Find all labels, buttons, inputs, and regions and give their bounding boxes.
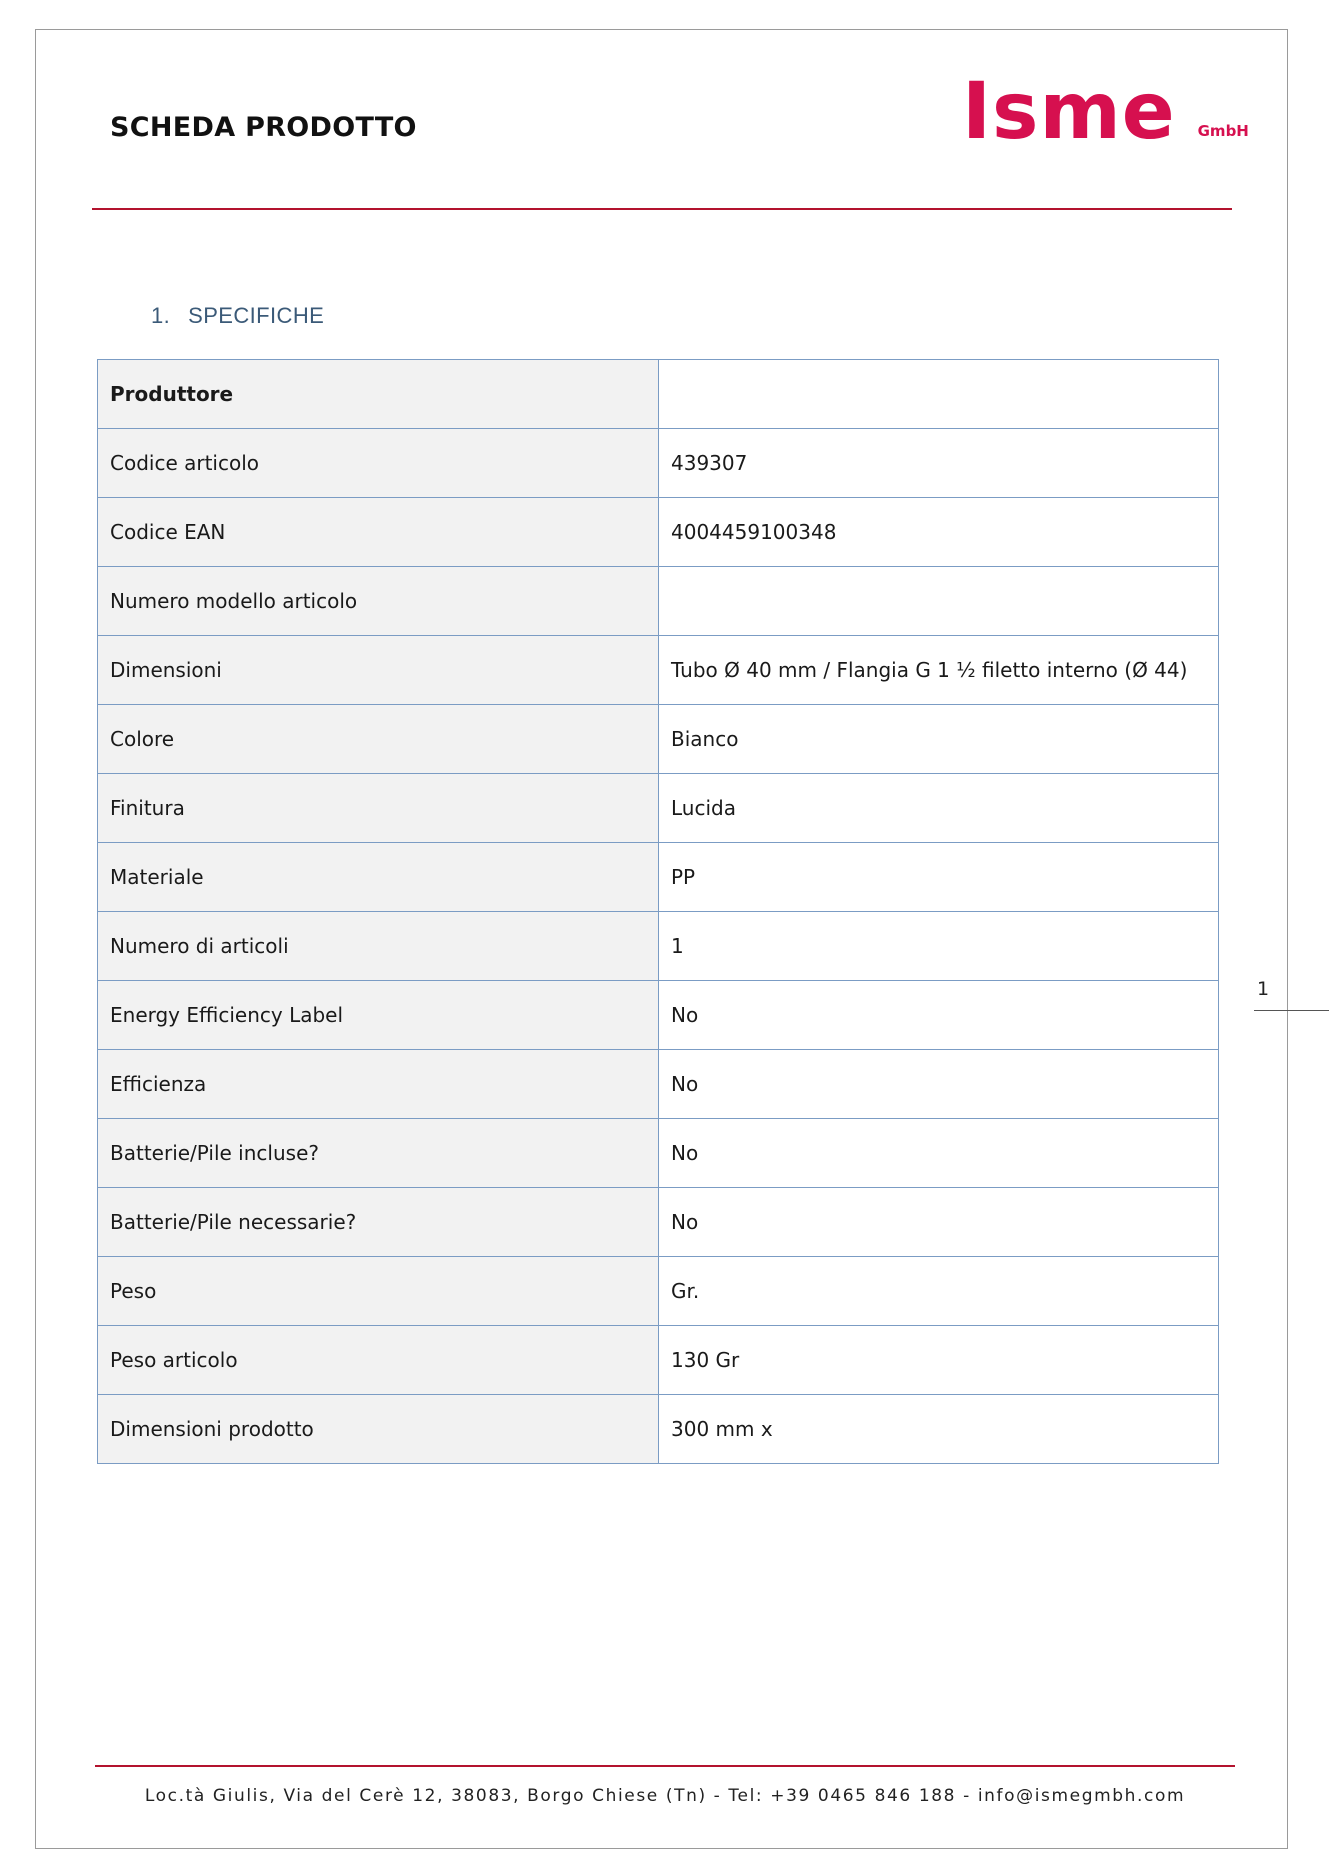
table-row — [98, 843, 1219, 912]
table-row — [98, 1119, 1219, 1188]
table-row — [98, 912, 1219, 981]
table-row — [98, 981, 1219, 1050]
header-divider — [92, 208, 1232, 210]
section-heading — [151, 303, 324, 329]
table-row — [98, 705, 1219, 774]
spec-table — [97, 359, 1219, 1464]
table-row — [98, 1050, 1219, 1119]
section-number: 1. — [151, 303, 171, 328]
table-row — [98, 360, 1219, 429]
spec-label: Energy Efficiency Label — [98, 981, 659, 1050]
spec-value: No — [659, 1188, 1219, 1257]
spec-value: 130 Gr — [659, 1326, 1219, 1395]
spec-value — [659, 360, 1219, 429]
spec-label: Batterie/Pile necessarie? — [98, 1188, 659, 1257]
document-title: SCHEDA PRODOTTO — [110, 112, 417, 143]
logo-suffix: GmbH — [1197, 122, 1249, 140]
spec-label: Numero modello articolo — [98, 567, 659, 636]
spec-value: Gr. — [659, 1257, 1219, 1326]
margin-mark — [1254, 1010, 1329, 1011]
spec-value: Tubo Ø 40 mm / Flangia G 1 ½ filetto interno (Ø 44) — [659, 636, 1219, 705]
spec-value: 439307 — [659, 429, 1219, 498]
spec-label: Peso — [98, 1257, 659, 1326]
spec-label: Produttore — [98, 360, 659, 429]
spec-label: Batterie/Pile incluse? — [98, 1119, 659, 1188]
company-logo — [962, 62, 1249, 157]
footer-contact: Loc.tà Giulis, Via del Cerè 12, 38083, Borgo Chiese (Tn) - Tel: +39 0465 846 188 - info@ismegmbh.com — [144, 1786, 1186, 1806]
table-row — [98, 1257, 1219, 1326]
table-row — [98, 636, 1219, 705]
spec-label: Dimensioni prodotto — [98, 1395, 659, 1464]
spec-label: Dimensioni — [98, 636, 659, 705]
table-row — [98, 1326, 1219, 1395]
spec-label: Colore — [98, 705, 659, 774]
spec-value — [659, 567, 1219, 636]
spec-label: Finitura — [98, 774, 659, 843]
spec-value: 300 mm x — [659, 1395, 1219, 1464]
page-number: 1 — [1257, 978, 1270, 1000]
spec-value: PP — [659, 843, 1219, 912]
table-row — [98, 567, 1219, 636]
spec-label: Peso articolo — [98, 1326, 659, 1395]
spec-value: 1 — [659, 912, 1219, 981]
spec-value: Bianco — [659, 705, 1219, 774]
spec-label: Efficienza — [98, 1050, 659, 1119]
table-row — [98, 774, 1219, 843]
logo-text: Isme — [962, 67, 1176, 157]
spec-label: Codice EAN — [98, 498, 659, 567]
table-row — [98, 429, 1219, 498]
spec-value: No — [659, 1050, 1219, 1119]
table-row — [98, 498, 1219, 567]
spec-value: No — [659, 981, 1219, 1050]
spec-label: Numero di articoli — [98, 912, 659, 981]
table-row — [98, 1395, 1219, 1464]
spec-value: Lucida — [659, 774, 1219, 843]
spec-label: Materiale — [98, 843, 659, 912]
spec-value: 4004459100348 — [659, 498, 1219, 567]
spec-value: No — [659, 1119, 1219, 1188]
footer-divider — [95, 1765, 1235, 1767]
section-title: SPECIFICHE — [188, 303, 325, 328]
spec-label: Codice articolo — [98, 429, 659, 498]
table-row — [98, 1188, 1219, 1257]
